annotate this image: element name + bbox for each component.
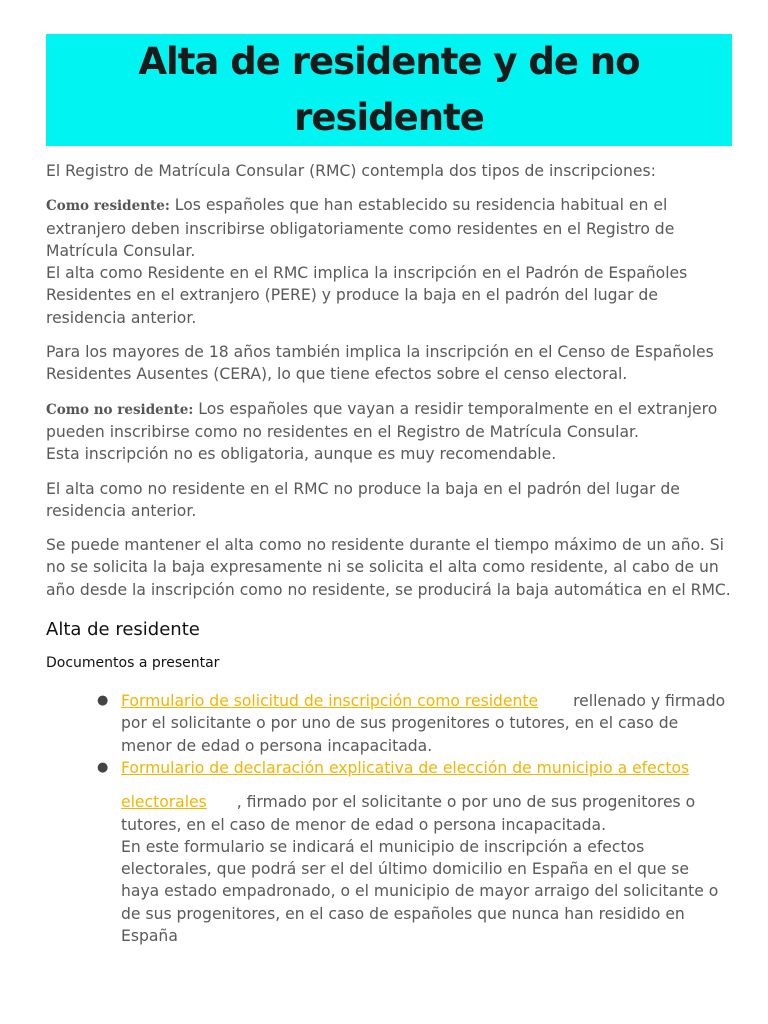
bullet-icon: ● xyxy=(97,759,109,775)
declaracion-link-line-1: Formulario de declaración explicativa de elección de municipio a efectos xyxy=(121,758,690,777)
bullet-icon: ● xyxy=(97,693,109,709)
document-page xyxy=(46,34,732,947)
declaracion-link-line-2: electorales xyxy=(121,793,207,812)
document-item-declaracion xyxy=(97,757,732,947)
documents-list xyxy=(46,690,732,947)
title-wrap xyxy=(46,34,732,146)
no-residente-text-2: Esta inscripción no es obligatoria, aunque es muy recomendable. xyxy=(46,445,557,464)
intro-paragraph: El Registro de Matrícula Consular (RMC) contempla dos tipos de inscripciones: xyxy=(46,162,656,180)
no-residente-paragraph xyxy=(46,398,732,466)
no-residente-text-1: Los españoles que vayan a residir temporalmente en el extranjero pueden inscribirse como no residentes en el Registro de Matrícula Consular. xyxy=(46,399,718,441)
residente-lead: Como residente: xyxy=(46,198,170,215)
no-residente-lead: Como no residente: xyxy=(46,401,194,418)
section-heading: Alta de residente xyxy=(46,619,200,641)
residente-text-2: El alta como Residente en el RMC implica la inscripción en el Padrón de Españoles Residentes en el extranjero (PERE) y produce la baja en el padrón del lugar de residencia anterior. xyxy=(46,264,688,327)
section-subheading: Documentos a presentar xyxy=(46,655,220,672)
document-item-extra: En este formulario se indicará el municipio de inscripción a efectos electorales, que podrá ser el del último domicilio en España en el que se haya estado empadronado, o el municipio de mayor arraigo del solicitante o de sus progenitores, en el caso de españoles que nunca han residido en España xyxy=(121,837,719,946)
baja-paragraph: El alta como no residente en el RMC no produce la baja en el padrón del lugar de residencia anterior. xyxy=(46,479,680,520)
document-item-text: rellenado y firmado por el solicitante o por uno de sus progenitores o tutores, en el caso de menor de edad o persona incapacitada. xyxy=(121,692,726,755)
solicitud-form-link[interactable]: Formulario de solicitud de inscripción como residente xyxy=(121,692,539,711)
mayores-paragraph: Para los mayores de 18 años también implica la inscripción en el Censo de Españoles Residentes Ausentes (CERA), lo que tiene efectos sobre el censo electoral. xyxy=(46,343,714,384)
mantener-paragraph: Se puede mantener el alta como no residente durante el tiempo máximo de un año. Si no se solicita la baja expresamente ni se solicita el alta como residente, al cabo de un año desde la inscripción como no residente, se producirá la baja automática en el RMC. xyxy=(46,536,731,599)
residente-paragraph xyxy=(46,194,732,329)
residente-text-1: Los españoles que han establecido su residencia habitual en el extranjero deben inscribirse obligatoriamente como residentes en el Registro de Matrícula Consular. xyxy=(46,196,675,260)
document-item-solicitud xyxy=(97,690,732,757)
document-item-text: , firmado por el solicitante o por uno de sus progenitores o tutores, en el caso de menor de edad o persona incapacitada. xyxy=(121,793,696,834)
page-title: Alta de residente y de no residente xyxy=(46,34,732,146)
link-line-gap xyxy=(121,779,732,791)
